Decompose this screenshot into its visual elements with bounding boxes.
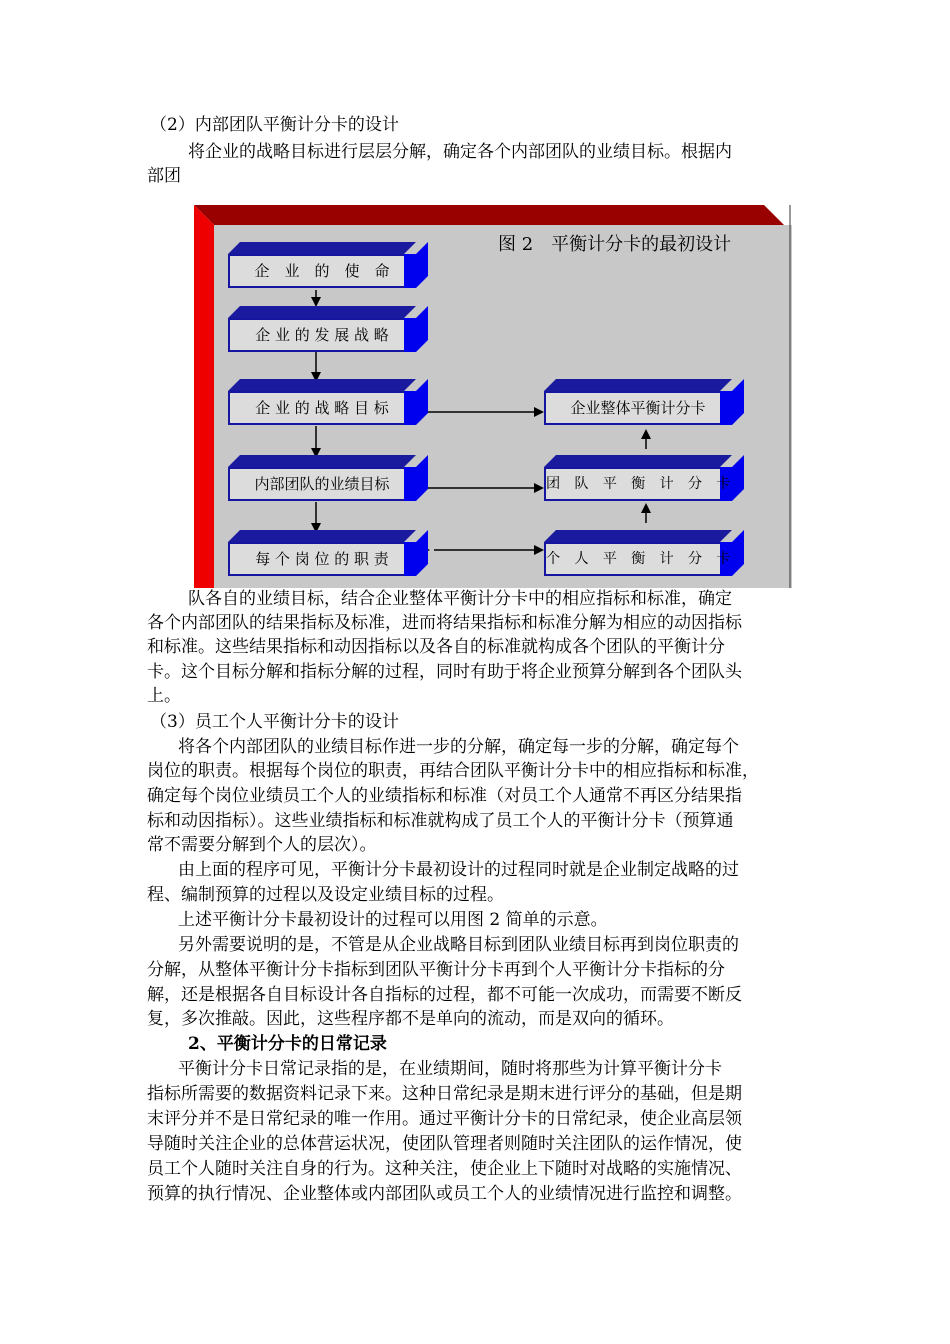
- paragraph-line: 分解，从整体平衡计分卡指标到团队平衡计分卡再到个人平衡计分卡指标的分: [147, 960, 725, 980]
- figure-title: 图 2 平衡计分卡的最初设计: [498, 234, 732, 255]
- paragraph-line: 末评分并不是日常纪录的唯一作用。通过平衡计分卡的日常纪录，使企业高层领: [147, 1109, 742, 1129]
- paragraph-line: 各个内部团队的结果指标及标准，进而将结果指标和标准分解为相应的动因指标: [147, 613, 742, 633]
- paragraph-line: 岗位的职责。根据每个岗位的职责，再结合团队平衡计分卡中的相应指标和标准，: [147, 761, 759, 781]
- box-corporate-scorecard: [544, 379, 732, 417]
- paragraph-line: 员工个人随时关注自身的行为。这种关注，使企业上下随时对战略的实施情况、: [147, 1159, 742, 1179]
- box-label: 企 业 的 战 略 目 标: [255, 399, 389, 417]
- frame-top: [194, 205, 784, 225]
- paragraph-line: 解，还是根据各自目标设计各自指标的过程，都不可能一次成功，而需要不断反: [147, 985, 742, 1005]
- heading-employee-card: （3）员工个人平衡计分卡的设计: [150, 712, 399, 732]
- box-team-scorecard: [544, 455, 732, 492]
- paragraph-line: 部团: [147, 166, 181, 186]
- paragraph-line: 上。: [147, 686, 181, 706]
- paragraph-line: 另外需要说明的是，不管是从企业战略目标到团队业绩目标再到岗位职责的: [178, 935, 739, 955]
- paragraph-line: 由上面的程序可见，平衡计分卡最初设计的过程同时就是企业制定战略的过: [178, 860, 739, 880]
- box-label: 企 业 的 发 展 战 略: [255, 326, 389, 344]
- paragraph-line: 将各个内部团队的业绩目标作进一步的分解，确定每一步的分解，确定每个: [178, 737, 739, 757]
- figure-balanced-scorecard-design: [194, 205, 792, 588]
- heading-daily-record: 2、平衡计分卡的日常记录: [188, 1034, 387, 1054]
- box-personal-scorecard: [544, 530, 732, 567]
- paragraph-line: 复，多次推敲。因此，这些程序都不是单向的流动，而是双向的循环。: [147, 1009, 674, 1029]
- box-label: 企业整体平衡计分卡: [570, 399, 706, 417]
- box-label: 每 个 岗 位 的 职 责: [255, 550, 389, 568]
- paragraph-line: 队各自的业绩目标，结合企业整体平衡计分卡中的相应指标和标准，确定: [188, 589, 732, 609]
- box-label: 内部团队的业绩目标: [254, 475, 390, 493]
- paragraph-line: 导随时关注企业的总体营运状况，使团队管理者则随时关注团队的运作情况，使: [147, 1134, 742, 1154]
- paragraph-line: 指标所需要的数据资料记录下来。这种日常纪录是期末进行评分的基础，但是期: [147, 1084, 742, 1104]
- box-team-goal: [228, 455, 416, 493]
- paragraph-line: 平衡计分卡日常记录指的是，在业绩期间，随时将那些为计算平衡计分卡: [178, 1059, 722, 1079]
- box-label: 企 业 的 使 命: [254, 262, 390, 280]
- paragraph-line: 将企业的战略目标进行层层分解，确定各个内部团队的业绩目标。根据内: [188, 142, 732, 162]
- box-position-duty: [228, 530, 416, 568]
- paragraph-line: 确定每个岗位业绩员工个人的业绩指标和标准（对员工个人通常不再区分结果指: [147, 786, 742, 806]
- paragraph-line: 上述平衡计分卡最初设计的过程可以用图 2 简单的示意。: [178, 910, 608, 930]
- frame-left: [194, 205, 214, 588]
- paragraph-line: 程、编制预算的过程以及设定业绩目标的过程。: [147, 885, 504, 905]
- paragraph-line: 和标准。这些结果指标和动因指标以及各自的标准就构成各个团队的平衡计分: [147, 637, 725, 657]
- box-mission: [228, 242, 416, 280]
- paragraph-line: 标和动因指标）。这些业绩指标和标准就构成了员工个人的平衡计分卡（预算通: [147, 811, 734, 831]
- paragraph-line: 卡。这个目标分解和指标分解的过程，同时有助于将企业预算分解到各个团队头: [147, 662, 742, 682]
- paragraph-line: 常不需要分解到个人的层次）。: [147, 835, 377, 855]
- box-strategy: [228, 306, 416, 344]
- box-label: 团 队 平 衡 计 分 卡: [546, 476, 731, 492]
- box-label: 个 人 平 衡 计 分 卡: [546, 551, 731, 567]
- paragraph-line: 预算的执行情况、企业整体或内部团队或员工个人的业绩情况进行监控和调整。: [147, 1184, 742, 1204]
- heading-internal-team-card: （2）内部团队平衡计分卡的设计: [150, 115, 399, 135]
- box-strategic-goal: [228, 379, 416, 417]
